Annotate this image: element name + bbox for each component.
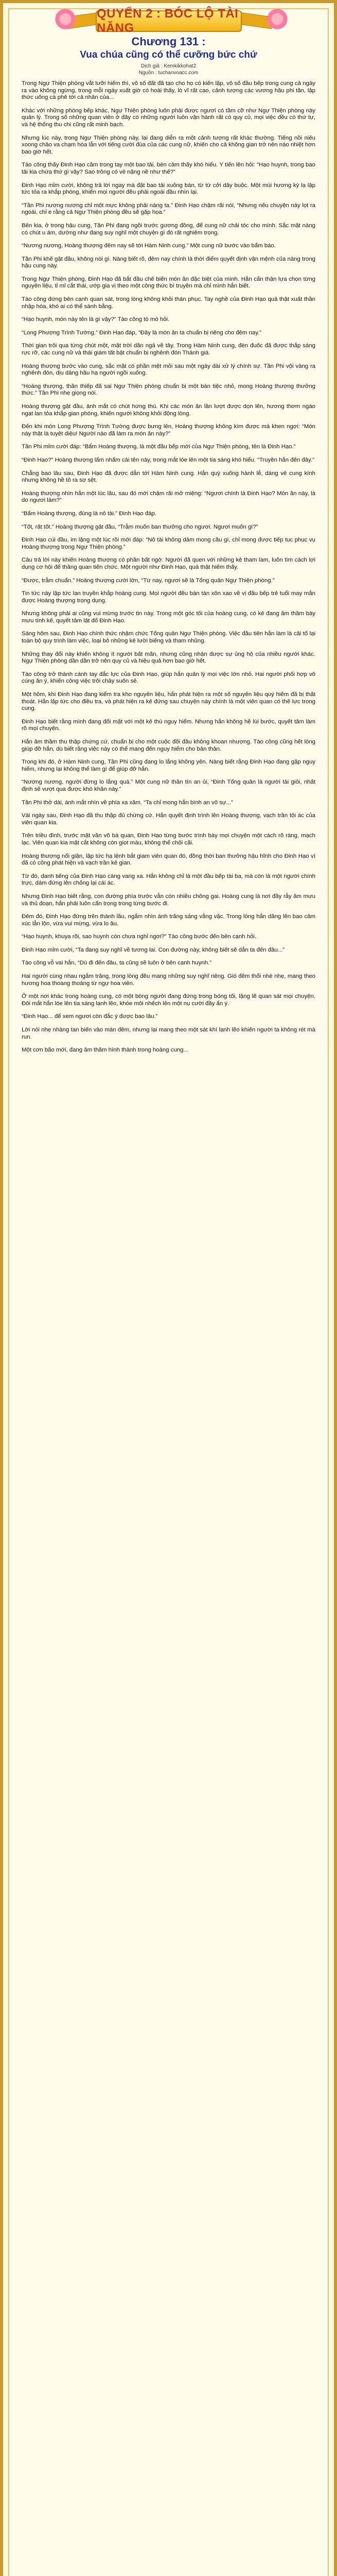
paragraph: Nhưng lúc này, trong Ngự Thiện phòng này, lại đang diễn ra một cảnh tượng rất khác thường. Tiếng nồi niêu xoong chảo va chạm hòa lẫn với tiếng cười đùa của các cung nữ, khiến cho cả không gian trở nên náo nhiệt hơn bao giờ hết. [22,134,315,155]
paragraph: Hai người cùng nhau ngắm trăng, trong lòng đều mang những suy nghĩ riêng. Gió đêm thổi nhè nhẹ, mang theo hương hoa thoang thoảng từ ngự hoa viên. [22,973,315,987]
paragraph: Trên triều đình, trước mặt văn võ bá quan, Đinh Hạo từng bước trình bày mọi chuyện một cách rõ ràng, mạch lạc. Viên quan kia mặt cắt không còn giọt máu, không thể chối cãi. [22,833,315,846]
paragraph: Đinh Hạo cúi đầu, im lặng một lúc rồi mới đáp: “Nô tài không dám mong cầu gì, chỉ mong được tiếp tục phục vụ Hoàng thượng trong Ngự Thiện phòng.” [22,537,315,550]
paragraph: Đinh Hạo mỉm cười, “Ta đang suy nghĩ về tương lai. Con đường này, không biết sẽ dẫn ta đến đâu...” [22,946,285,953]
paragraph: “Hoàng thượng, thần thiếp đã sai Ngự Thiện phòng chuẩn bị một bàn tiệc nhỏ, mong Hoàng thượng thưởng thức.” Tần Phi nhẹ giọng nói. [22,383,315,397]
paragraph: Tào công trở thành cánh tay đắc lực của Đinh Hạo, giúp hắn quản lý mọi việc lớn nhỏ. Hai người phối hợp vô cùng ăn ý, khiến công việc trôi chảy suôn sẻ. [22,671,315,685]
paragraph: Trong Ngự Thiện phòng vắt lưỡi hiếm thì, vô số đất đã tạo cho họ có kiến lập, vô số đầu bếp trong cung cả ngày ra vào không ngừng, trong mỗi ngày xuất giờ có hoài thấy, lò vĩ rất cao, cảnh tượng các vương hầu phi tần, lập thức uống cà phê tới cả nhân của... [22,80,315,101]
banner-text: QUYỂN 2 : BÓC LỘ TÀI NĂNG [97,7,239,35]
paragraph: Vài ngày sau, Đinh Hạo đã thu thập đủ chứng cứ. Hắn quyết định trình lên Hoàng thượng, vạch trần tội ác của viên quan kia. [22,812,315,826]
paragraph: Thời gian trôi qua từng chút một, mặt trời dần ngả về tây. Trong Hàm Ninh cung, đèn đuốc đã được thắp sáng rực rỡ, các cung nữ và thái giám tất bật chuẩn bị nghênh đón Thánh giá. [22,343,315,357]
paragraph: “Nương nương, Hoàng thượng đêm nay sẽ tới Hàm Ninh cung.” Một cung nữ bước vào bẩm báo. [22,243,276,249]
source-credit: Nguồn : tuchanvoacc.com [138,70,199,76]
paragraph: Từ đó, danh tiếng của Đinh Hạo càng vang xa. Hắn không chỉ là một đầu bếp tài ba, mà còn là một người chính trực, dám đứng lên chống lại cái ác. [22,873,315,887]
paragraph: Đinh Hạo mỉm cười, không trả lời ngay mà đặt bao tải xuống bàn, từ từ cởi dây buộc. Một mùi hương kỳ lạ lập tức tỏa ra khắp phòng, khiến mọi người đều phải ngoái đầu nhìn lại. [22,182,315,196]
paragraph: Ở một nơi khác trong hoàng cung, có một bóng người đang đứng trong bóng tối, lặng lẽ quan sát mọi chuyện. Đôi mắt hắn lóe lên tia sáng lạnh lẽo, khóe môi nhếch lên một nụ cười đầy ẩn ý. [22,993,315,1007]
paragraph: Đêm đó, Đinh Hạo đứng trên thành lầu, ngắm nhìn ánh trăng sáng vằng vặc. Trong lòng hắn dâng lên bao cảm xúc lẫn lộn, vừa vui mừng, vừa lo âu. [22,913,315,927]
paragraph: Hoàng thượng nhìn hắn một lúc lâu, sau đó mới chậm rãi mở miệng: “Ngươi chính là Đinh Hạo? Món ăn này, là do ngươi làm?” [22,490,315,504]
paragraph: “Đinh Hạo... để xem ngươi còn đắc ý được bao lâu.” [22,1013,158,1020]
paragraph: Một cơn bão mới, đang âm thầm hình thành trong hoàng cung... [22,1047,188,1054]
paragraph: Đến khi món Long Phượng Trình Tường được bưng lên, Hoàng thượng không kìm được mà khen ngợi: “Món này thật là tuyệt diệu! Người nào đã làm ra món ăn này?” [22,423,315,437]
paragraph: Câu trả lời này khiến Hoàng thượng có phần bất ngờ. Người đã quen với những kẻ tham lam, luôn tìm cách lợi dụng cơ hội để thăng quan tiến chức. Một người như Đinh Hạo, quả thật hiếm thấy. [22,557,315,570]
flower-icon [54,7,77,31]
paragraph: Hoàng thượng gật đầu, ánh mắt có chút hứng thú. Khi các món ăn lần lượt được dọn lên, hương thơm ngào ngạt lan tỏa khắp gian phòng, khiến người không khỏi động lòng. [22,403,315,417]
paragraph: “Tốt, rất tốt.” Hoàng thượng gật đầu, “Trẫm muốn ban thưởng cho ngươi. Ngươi muốn gì?” [22,523,258,530]
paragraph: “Được, trẫm chuẩn.” Hoàng thượng cười lớn, “Từ nay, ngươi sẽ là Tổng quản Ngự Thiện phòng.” [22,577,275,584]
paragraph: Trong khi đó, ở Hàm Ninh cung, Tần Phi cũng đang lo lắng không yên. Nàng biết rằng Đinh Hạo đang gặp nguy hiểm, nhưng lại không thể làm gì để giúp đỡ hắn. [22,759,315,772]
paragraph: “Hạo huynh, khuya rồi, sao huynh còn chưa nghỉ ngơi?” Tào công bước đến bên cạnh hỏi. [22,934,257,940]
paragraph: Chẳng bao lâu sau, Đinh Hạo đã được dẫn tới Hàm Ninh cung. Hắn quỳ xuống hành lễ, dáng vẻ cung kính nhưng không hề tỏ ra sợ sệt. [22,470,315,484]
paragraph: Bên kia, ở trong hậu cung, Tần Phi đang ngồi trước gương đồng, để cung nữ chải tóc cho mình. Sắc mặt nàng có chút u ám, dường như đang suy nghĩ một chuyện gì đó rất nghiêm trọng. [22,222,315,236]
paragraph: Đinh Hạo biết rằng mình đang đối mặt với một kẻ thù nguy hiểm. Nhưng hắn không hề lùi bước, quyết tâm làm rõ mọi chuyện. [22,718,315,732]
paragraph: Tần Phi thở dài, ánh mắt nhìn về phía xa xăm. “Ta chỉ mong hắn bình an vô sự...” [22,799,233,806]
translator-credit: Dịch giả : Kemkikkohat2 [140,63,197,69]
paragraph: Hoàng thượng bước vào cung, sắc mặt có phần mệt mỏi sau một ngày dài xử lý chính sự. Tần Phi vội vàng ra nghênh đón, dịu dàng hầu hạ người ngồi xuống. [22,363,315,377]
paragraph: Một hôm, khi Đinh Hạo đang kiểm tra kho nguyên liệu, hắn phát hiện ra một số nguyên liệu quý hiếm đã bị thất thoát. Hắn lập tức cho điều tra, và phát hiện ra kẻ đứng sau chuyện này chính là một viên quan có thế lực trong cung. [22,691,315,712]
paragraph: Những thay đổi này khiến không ít người bất mãn, nhưng cũng nhận được sự ủng hộ của nhiều người khác. Ngự Thiện phòng dần dần trở nên quy củ và hiệu quả hơn bao giờ hết. [22,651,315,665]
flower-icon [265,7,289,31]
paragraph: Tin tức này lập tức lan truyền khắp hoàng cung. Mọi người đều bàn tán xôn xao về vị đầu bếp trẻ tuổi may mắn được Hoàng thượng trọng dụng. [22,590,315,604]
paragraph: Tào công đứng bên cạnh quan sát, trong lòng không khỏi thán phục. Tay nghề của Đinh Hạo quả thật xuất thần nhập hóa, khó ai có thể sánh bằng. [22,296,315,310]
paragraph: Trong Ngự Thiện phòng, Đinh Hạo đã bắt đầu chế biến món ăn đặc biệt của mình. Hắn cẩn thận lựa chọn từng nguyên liệu, tỉ mỉ cắt thái, ướp gia vị theo một công thức bí truyền mà chỉ mình hắn biết. [22,276,315,290]
paragraph: Hoàng thượng nổi giận, lập tức hạ lệnh bắt giam viên quan đó, đồng thời ban thưởng hậu hĩnh cho Đinh Hạo vì đã có công phát hiện và vạch trần kẻ gian. [22,853,315,867]
paragraph: Hắn âm thầm thu thập chứng cứ, chuẩn bị cho một cuộc đối đầu không khoan nhượng. Tào công cũng hết lòng giúp đỡ hắn, dù biết rằng việc này có thể mang đến nguy hiểm cho bản thân. [22,739,315,752]
paragraph: Tào công vỗ vai hắn, “Dù đi đến đâu, ta cũng sẽ luôn ở bên cạnh huynh.” [22,960,212,967]
paragraph: Sáng hôm sau, Đinh Hạo chính thức nhậm chức Tổng quản Ngự Thiện phòng. Việc đầu tiên hắn làm là cải tổ lại toàn bộ quy trình làm việc, loại bỏ những kẻ lười biếng và tham nhũng. [22,631,315,645]
chapter-header [3,35,334,76]
chapter-subtitle: Vua chúa cũng có thể cưỡng bức chứ [80,49,257,60]
paragraph: “Nương nương, người đừng lo lắng quá.” Một cung nữ thân tín an ủi, “Đinh Tổng quản là người tài giỏi, nhất định sẽ vượt qua được khó khăn này.” [22,779,315,792]
paragraph: Nhưng Đinh Hạo biết rằng, con đường phía trước vẫn còn nhiều chông gai. Hoàng cung là nơi đầy rẫy âm mưu và thủ đoạn, hắn phải luôn cẩn trọng trong từng bước đi. [22,893,315,907]
paragraph: Tần Phi khẽ gật đầu, không nói gì. Nàng biết rõ, đêm nay chính là thời điểm quyết định vận mệnh của nàng trong hậu cung này. [22,256,315,269]
paragraph: Tào công thấy Đinh Hạo cầm trong tay một bao tải, bèn cảm thấy khó hiểu. Y tiến lên hỏi: “Hạo huynh, trong bao tải kia chứa thứ gì vậy? Sao trông có vẻ nặng nề như thế?” [22,162,315,175]
paragraph: Tần Phi mỉm cười đáp: “Bẩm Hoàng thượng, là một đầu bếp mới của Ngự Thiện phòng, tên là Đinh Hạo.” [22,444,296,450]
paragraph: Nhưng không phải ai cũng vui mừng trước tin này. Trong một góc tối của hoàng cung, có kẻ đang âm thầm bày mưu tính kế, quyết tâm lật đổ Đinh Hạo. [22,611,315,624]
book-banner [96,7,242,35]
paragraph: “Hạo huynh, món này tên là gì vậy?” Tào công tò mò hỏi. [22,316,170,323]
paragraph: “Bẩm Hoàng thượng, đúng là nô tài.” Đinh Hạo đáp. [22,510,157,517]
paragraph: Khác với những phòng bếp khác, Ngự Thiện phòng luôn phải được ngươi có tầm cỡ như Ngự Thiện phòng này quản lý. Trong số những quan viên ở đây có những người luôn vận hành rất có quy củ, mọi việc đều có thứ tự, và hệ thống thu chi cũng rất minh bạch. [22,107,315,128]
paragraph: “Đinh Hạo?” Hoàng thượng lẩm nhẩm cái tên này, trong mắt lóe lên một tia sáng khó hiểu. “Truyền hắn đến đây.” [22,456,314,463]
chapter-body [22,80,315,2576]
paragraph: “Long Phượng Trình Tường.” Đinh Hạo đáp, “Đây là món ăn ta chuẩn bị riêng cho đêm nay.” [22,329,262,336]
chapter-title: Chương 131 : [131,35,206,48]
paragraph: “Tần Phi nương nương chỉ một mực không phải nàng ta.” Đinh Hạo chậm rãi nói, “Nhưng nếu chuyện này lọt ra ngoài, chỉ e rằng cả Ngự Thiện phòng đều sẽ gặp họa.” [22,202,315,216]
paragraph: Lời nói nhẹ nhàng tan biến vào màn đêm, nhưng lại mang theo một sát khí lạnh lẽo khiến người ta không rét mà run. [22,1027,315,1040]
